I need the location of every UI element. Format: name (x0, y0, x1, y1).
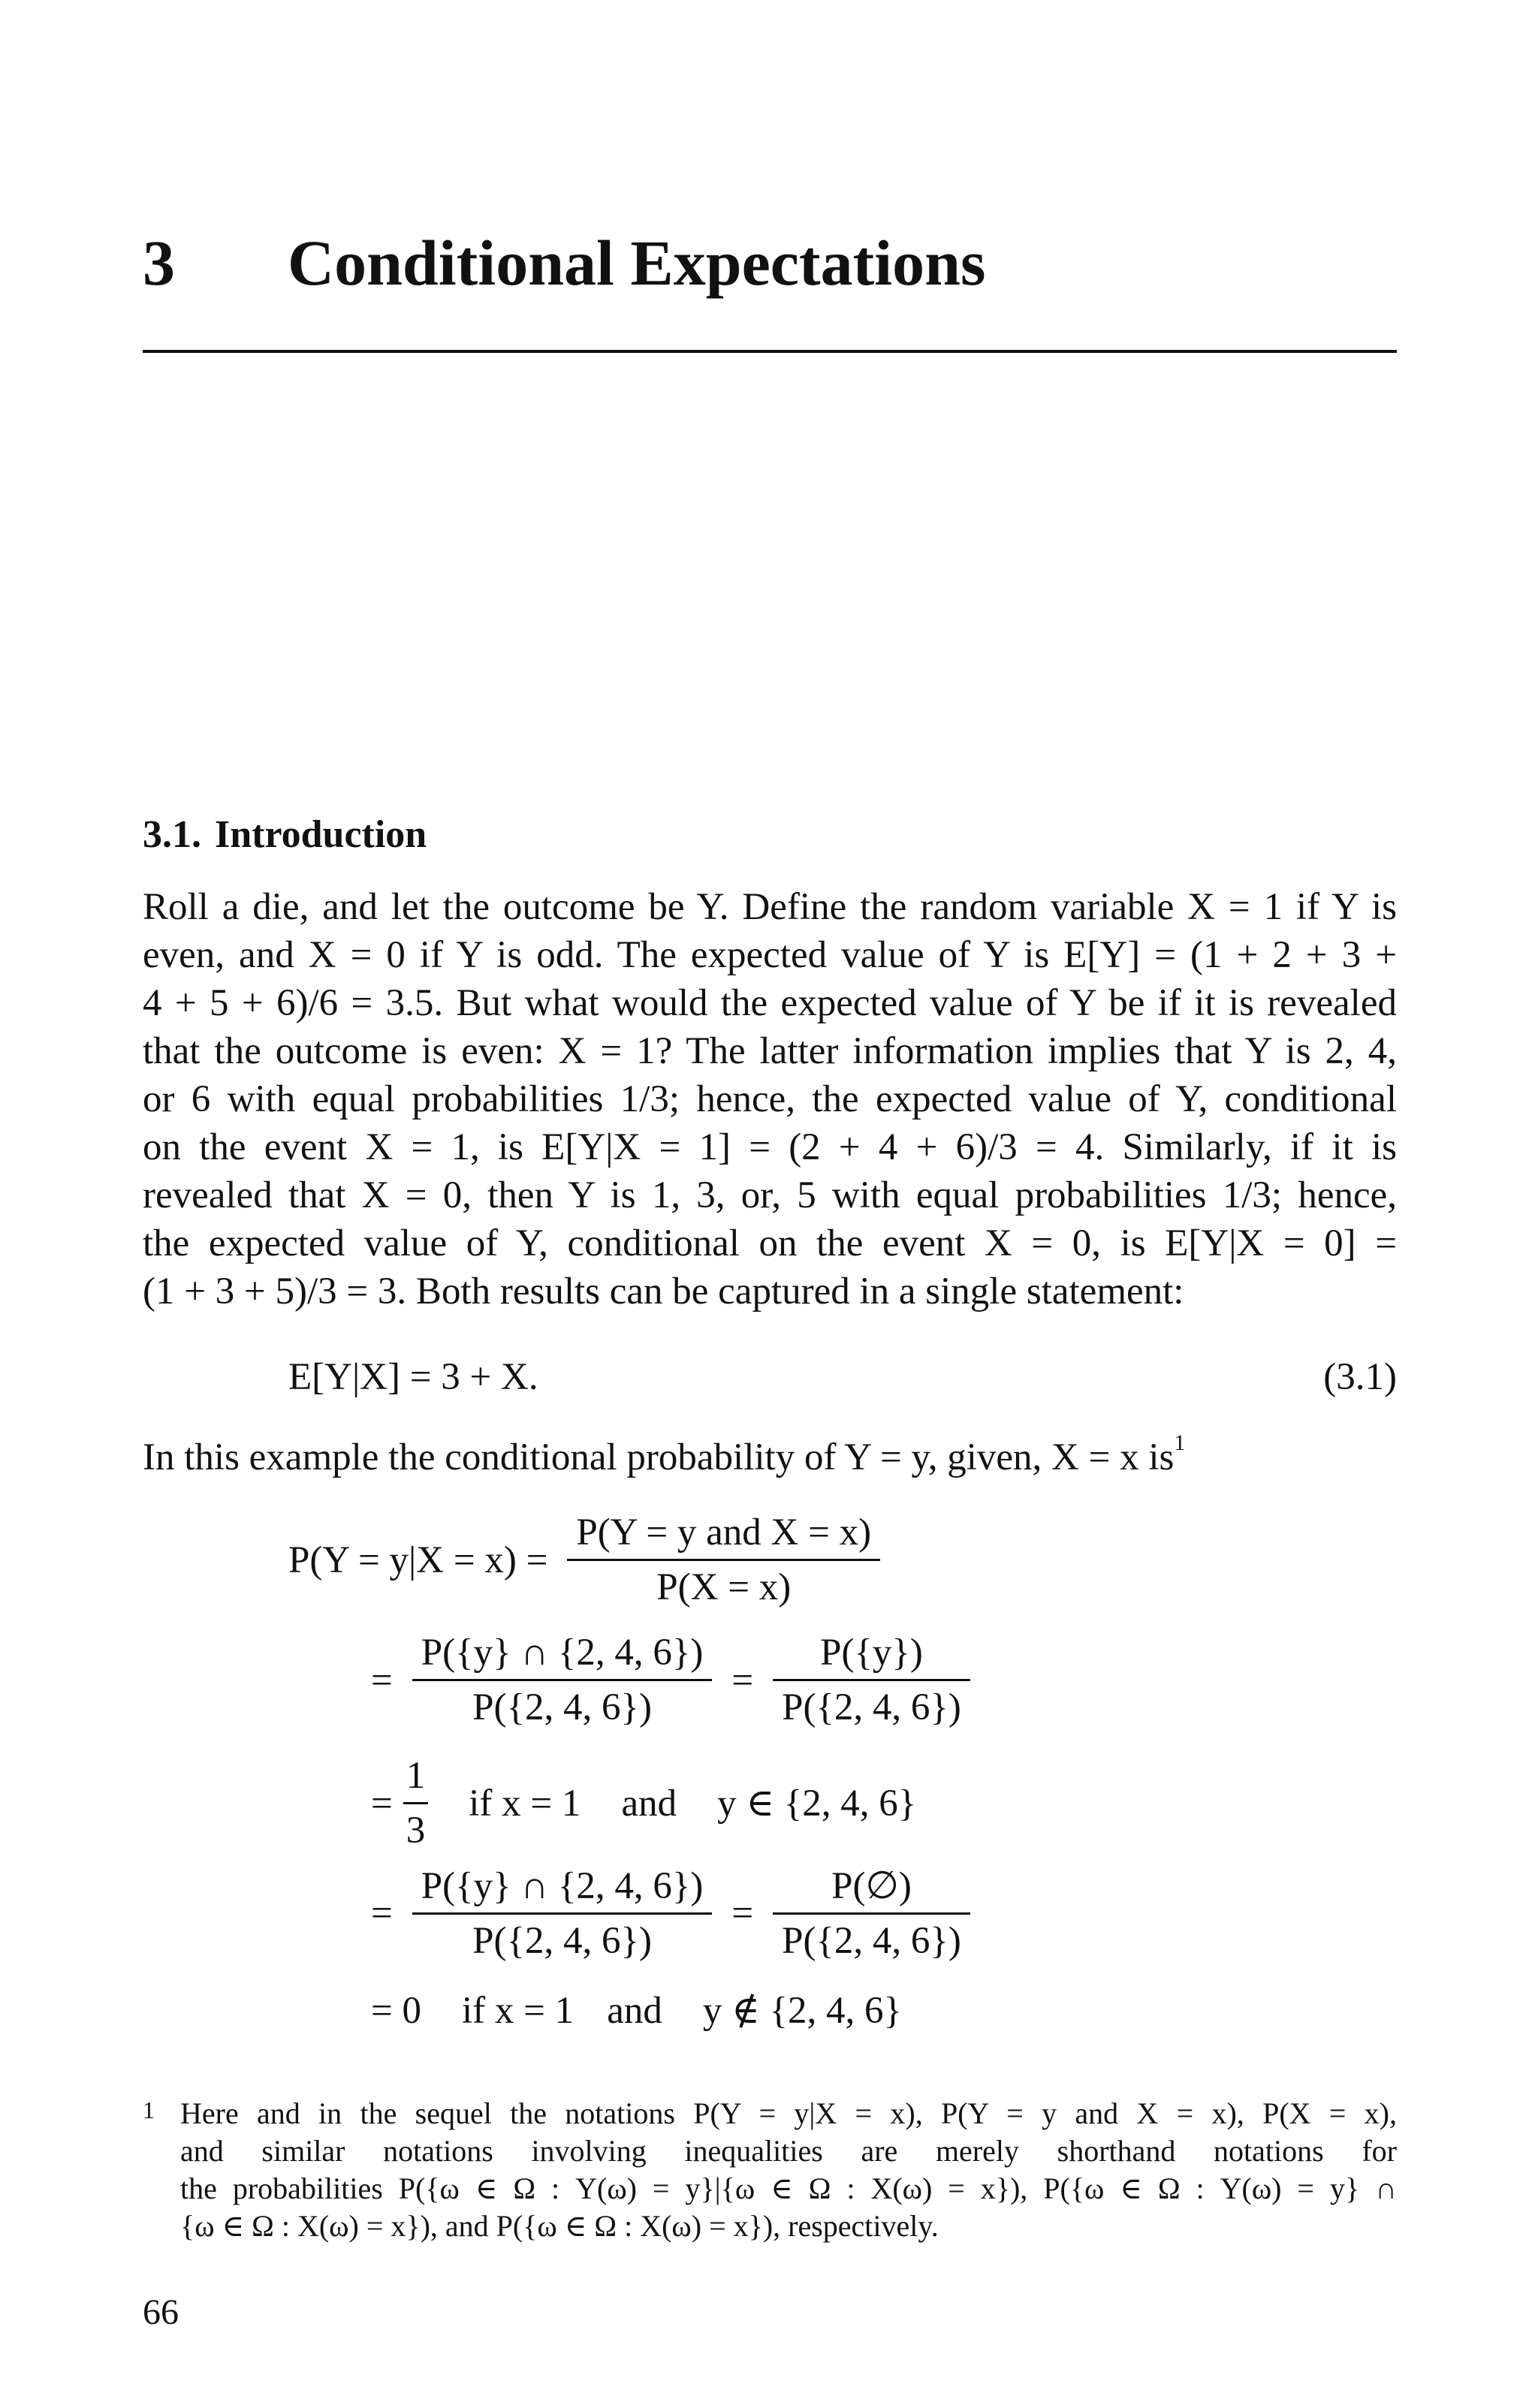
chapter-number: 3 (143, 227, 175, 299)
equals-sign: = (731, 1659, 754, 1701)
numerator: P({y}) (773, 1631, 970, 1681)
footnote-line: Here and in the sequel the notations P(Y = y|X = x), P(Y = y and X = x), P(X = x), (180, 2096, 1397, 2130)
fraction (412, 1631, 713, 1729)
paragraph-line: the expected value of Y, conditional on the event X = 0, is E[Y|X = 0] = (143, 1222, 1397, 1264)
chapter-title: Conditional Expectations (288, 227, 986, 299)
footnote-reference: 1 (1174, 1430, 1186, 1455)
denominator: P({2, 4, 6}) (782, 1920, 961, 1962)
denominator: P({2, 4, 6}) (782, 1686, 961, 1728)
condition: if x = 1 (469, 1782, 581, 1825)
section-number: 3.1. (143, 813, 201, 856)
footnote (180, 2095, 1397, 2245)
condition: if x = 1 (462, 1989, 574, 2032)
equals-sign: = (731, 1892, 754, 1934)
numerator: P({y} ∩ {2, 4, 6}) (412, 1864, 713, 1915)
footnote-line: {ω ∈ Ω : X(ω) = x}), and P({ω ∈ Ω : X(ω) = x}), respectively. (180, 2209, 939, 2243)
derivation-row-3 (371, 1754, 916, 1852)
intro-paragraph (143, 883, 1397, 1316)
section-heading (143, 812, 427, 857)
equals-sign: = (371, 1659, 393, 1701)
footnote-mark: 1 (143, 2096, 155, 2123)
paragraph-line: that the outcome is even: X = 1? The latter information implies that Y is 2, 4, (143, 1030, 1397, 1072)
footnote-line: the probabilities P({ω ∈ Ω : Y(ω) = y}|{ω ∈ Ω : X(ω) = x}), P({ω ∈ Ω : Y(ω) = y} ∩ (180, 2171, 1397, 2205)
intro-text: In this example the conditional probability of Y = y, given, X = x is (143, 1436, 1175, 1478)
numerator: 1 (403, 1754, 429, 1804)
chapter-heading (143, 225, 985, 300)
equals-sign: = (371, 1782, 393, 1825)
paragraph-line: (1 + 3 + 5)/3 = 3. Both results can be captured in a single statement: (143, 1270, 1184, 1312)
fraction (403, 1754, 429, 1852)
denominator: P(X = x) (656, 1566, 792, 1608)
derivation-row-4 (371, 1864, 970, 1963)
derivation-row-1 (288, 1511, 880, 1609)
set-non-membership: y ∉ {2, 4, 6} (702, 1990, 903, 2032)
equals-zero: = 0 (371, 1989, 422, 2032)
fraction (412, 1864, 713, 1963)
set-membership: y ∈ {2, 4, 6} (717, 1783, 917, 1825)
derivation-row-2 (371, 1631, 970, 1729)
paragraph-line: revealed that X = 0, then Y is 1, 3, or, 5 with equal probabilities 1/3; hence, (143, 1174, 1397, 1216)
paragraph-line: on the event X = 1, is E[Y|X = 1] = (2 + 4 + 6)/3 = 4. Similarly, if it is (143, 1126, 1397, 1168)
denominator: P({2, 4, 6}) (472, 1919, 652, 1962)
equation-3-1: E[Y|X] = 3 + X. (288, 1356, 538, 1398)
paragraph-line: Roll a die, and let the outcome be Y. Define the random variable X = 1 if Y is (143, 886, 1397, 928)
numerator: P({y} ∩ {2, 4, 6}) (412, 1631, 713, 1681)
paragraph-line: or 6 with equal probabilities 1/3; hence, the expected value of Y, conditional (143, 1078, 1397, 1120)
and-word: and (607, 1989, 662, 2032)
equation-number: (3.1) (1323, 1356, 1397, 1398)
chapter-rule (143, 350, 1397, 353)
derivation-row-5 (371, 1988, 902, 2033)
fraction (773, 1864, 970, 1963)
and-word: and (621, 1782, 677, 1825)
fraction (567, 1511, 880, 1609)
section-title: Introduction (215, 813, 427, 856)
row1-lhs: P(Y = y|X = x) = (288, 1539, 548, 1581)
numerator: P(Y = y and X = x) (567, 1511, 880, 1561)
denominator: P({2, 4, 6}) (472, 1686, 652, 1728)
page-number: 66 (143, 2292, 179, 2332)
conditional-probability-intro (143, 1430, 1186, 1479)
fraction (773, 1631, 970, 1729)
footnote-line: and similar notations involving inequalities are merely shorthand notations for (180, 2134, 1397, 2168)
paragraph-line: 4 + 5 + 6)/6 = 3.5. But what would the expected value of Y be if it is revealed (143, 982, 1397, 1024)
denominator: 3 (406, 1810, 426, 1852)
paragraph-line: even, and X = 0 if Y is odd. The expected value of Y is E[Y] = (1 + 2 + 3 + (143, 934, 1397, 976)
equals-sign: = (371, 1892, 393, 1934)
numerator: P(∅) (773, 1864, 970, 1915)
